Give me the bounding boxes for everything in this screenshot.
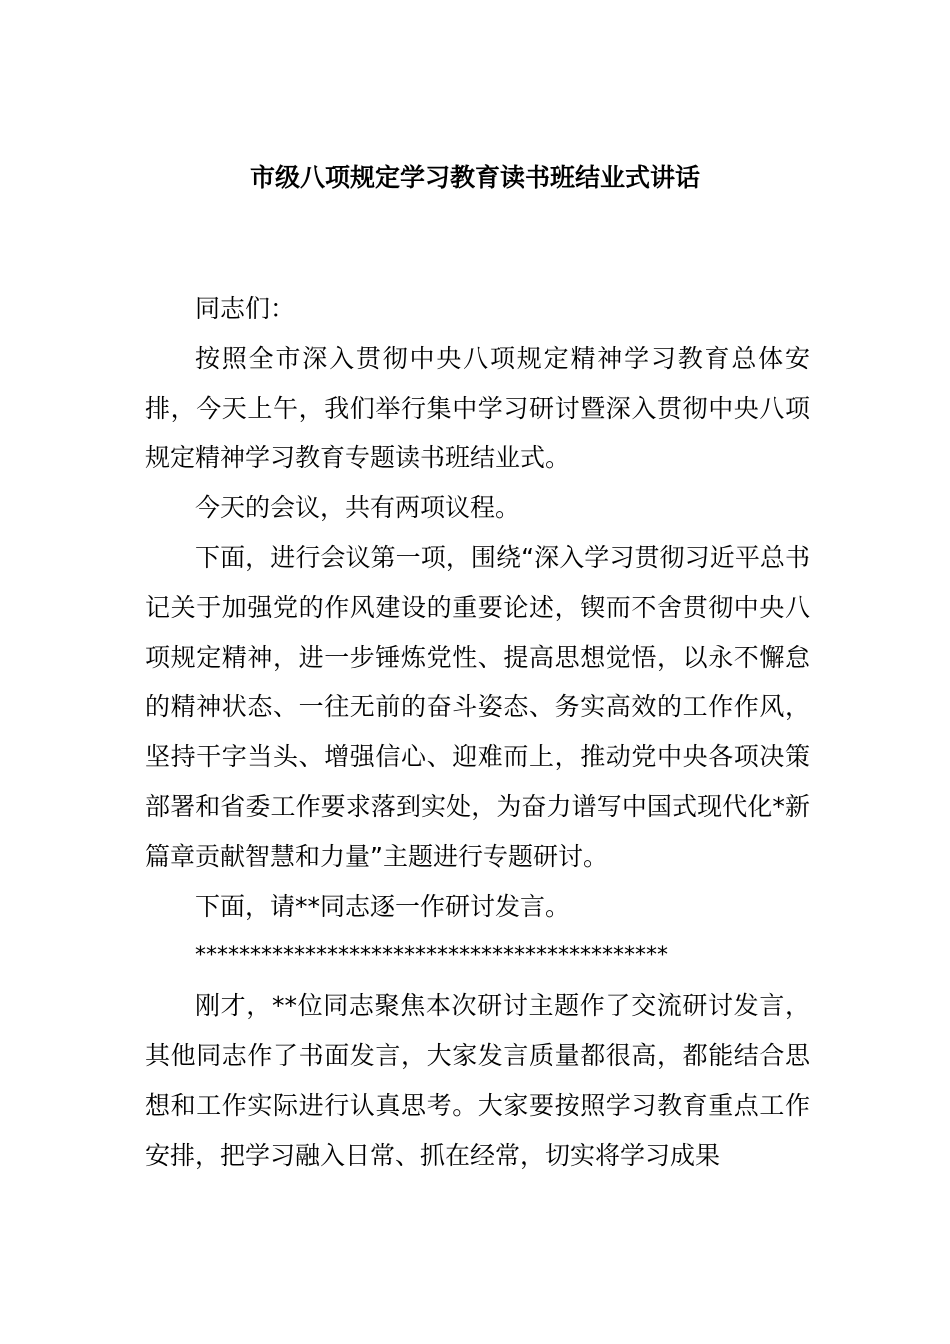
- document-title: 市级八项规定学习教育读书班结业式讲话: [249, 163, 700, 192]
- paragraph-speakers: 下面，请**同志逐一作研讨发言。: [195, 891, 571, 921]
- separator-asterisks: *******************************************: [195, 943, 668, 969]
- paragraph-agenda: 今天的会议，共有两项议程。: [195, 493, 521, 523]
- paragraph-intro: 按照全市深入贯彻中央八项规定精神学习教育总体安排，今天上午，我们举行集中学习研讨暨深入贯彻中央八项规定精神学习教育专题读书班结业式。: [145, 343, 810, 473]
- paragraph-item-one: 下面，进行会议第一项，围绕“深入学习贯彻习近平总书记关于加强党的作风建设的重要论述，锲而不舍贯彻中央八项规定精神，进一步锤炼党性、提高思想觉悟，以永不懈怠的精神状态、一往无前的奋斗姿态、务实高效的工作作风，坚持干字当头、增强信心、迎难而上，推动党中央各项决策部署和省委工作要求落到实处，为奋力谱写中国式现代化*新篇章贡献智慧和力量”主题进行专题研讨。: [145, 542, 810, 871]
- paragraph-summary: 刚才，**位同志聚焦本次研讨主题作了交流研讨发言，其他同志作了书面发言，大家发言质量都很高，都能结合思想和工作实际进行认真思考。大家要按照学习教育重点工作安排，把学习融入日常、抓在经常，切实将学习成果: [145, 991, 810, 1170]
- salutation: 同志们：: [195, 294, 296, 323]
- document-body: [145, 284, 810, 1180]
